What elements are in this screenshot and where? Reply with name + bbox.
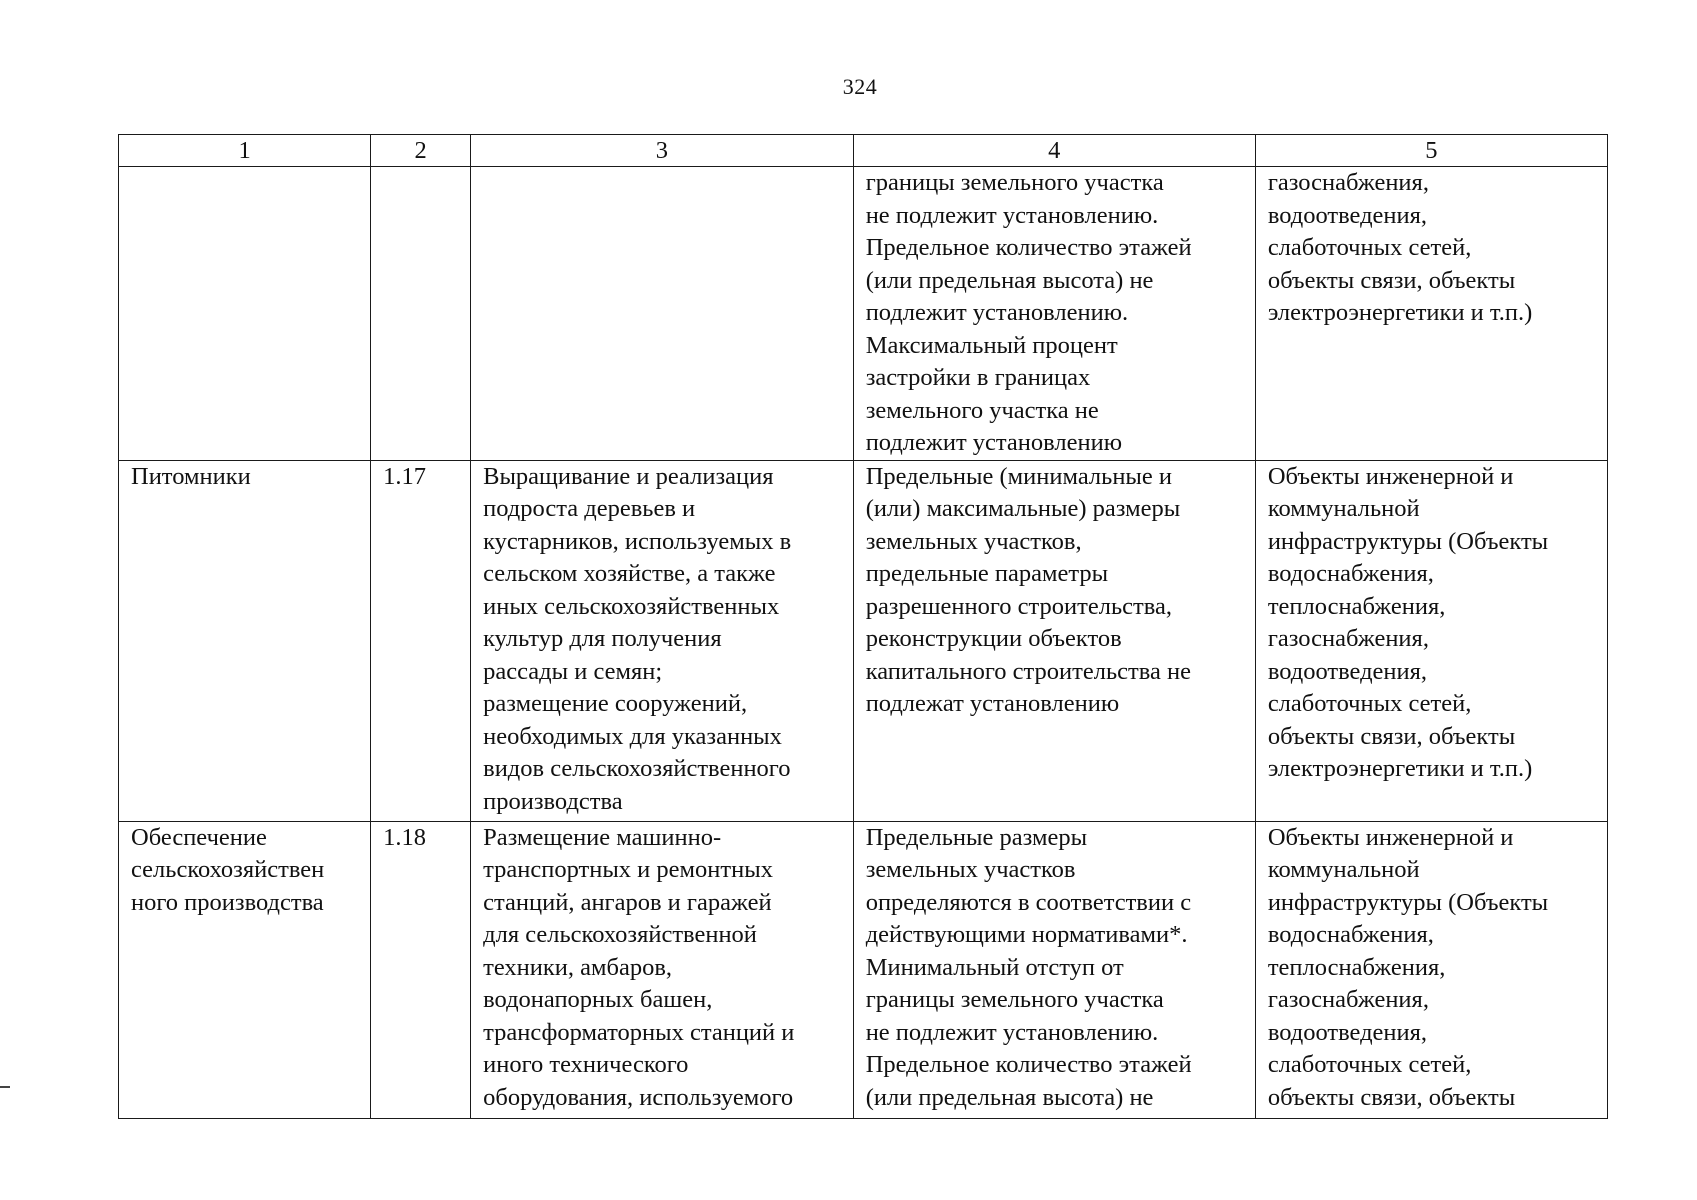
table-row: [119, 821, 1608, 1118]
code-cell: [371, 167, 471, 461]
column-header: 5: [1255, 135, 1607, 167]
infrastructure-cell: Объекты инженерной и коммунальной инфраструктуры (Объекты водоснабжения, теплоснабжения, газоснабжения, водоотведения, слаботочных сетей, объекты связи, объекты электроэнергетики и т.п.): [1255, 460, 1607, 821]
description-cell: [471, 167, 854, 461]
parameters-cell: границы земельного участка не подлежит установлению. Предельное количество этажей (или предельная высота) не подлежит установлению. Максимальный процент застройки в границах земельного участка не подлежит установлению: [853, 167, 1255, 461]
code-cell: 1.18: [371, 821, 471, 1118]
description-cell: Выращивание и реализация подроста деревьев и кустарников, используемых в сельском хозяйстве, а также иных сельскохозяйственных культур для получения рассады и семян; размещение сооружений, необходимых для указанных видов сельскохозяйственного производства: [471, 460, 854, 821]
column-header: 1: [119, 135, 371, 167]
table-header-row: [119, 135, 1608, 167]
use-name-cell: Питомники: [119, 460, 371, 821]
use-name-cell: Обеспечение сельскохозяйствен ного производства: [119, 821, 371, 1118]
table-row: [119, 167, 1608, 461]
infrastructure-cell: газоснабжения, водоотведения, слаботочных сетей, объекты связи, объекты электроэнергетики и т.п.): [1255, 167, 1607, 461]
regulations-table: [118, 134, 1608, 1119]
table-row: [119, 460, 1608, 821]
page-number: 324: [842, 74, 878, 99]
parameters-cell: Предельные размеры земельных участков определяются в соответствии с действующими нормативами*. Минимальный отступ от границы земельного участка не подлежит установлению. Предельное количество этажей (или предельная высота) не: [853, 821, 1255, 1118]
code-cell: 1.17: [371, 460, 471, 821]
parameters-cell: Предельные (минимальные и (или) максимальные) размеры земельных участков, предельные параметры разрешенного строительства, реконструкции объектов капитального строительства не подлежат установлению: [853, 460, 1255, 821]
column-header: 2: [371, 135, 471, 167]
description-cell: Размещение машинно- транспортных и ремонтных станций, ангаров и гаражей для сельскохозяйственной техники, амбаров, водонапорных башен, трансформаторных станций и иного технического оборудования, используемого: [471, 821, 854, 1118]
column-header: 3: [471, 135, 854, 167]
margin-mark: [0, 1086, 10, 1088]
column-header: 4: [853, 135, 1255, 167]
infrastructure-cell: Объекты инженерной и коммунальной инфраструктуры (Объекты водоснабжения, теплоснабжения, газоснабжения, водоотведения, слаботочных сетей, объекты связи, объекты: [1255, 821, 1607, 1118]
use-name-cell: [119, 167, 371, 461]
